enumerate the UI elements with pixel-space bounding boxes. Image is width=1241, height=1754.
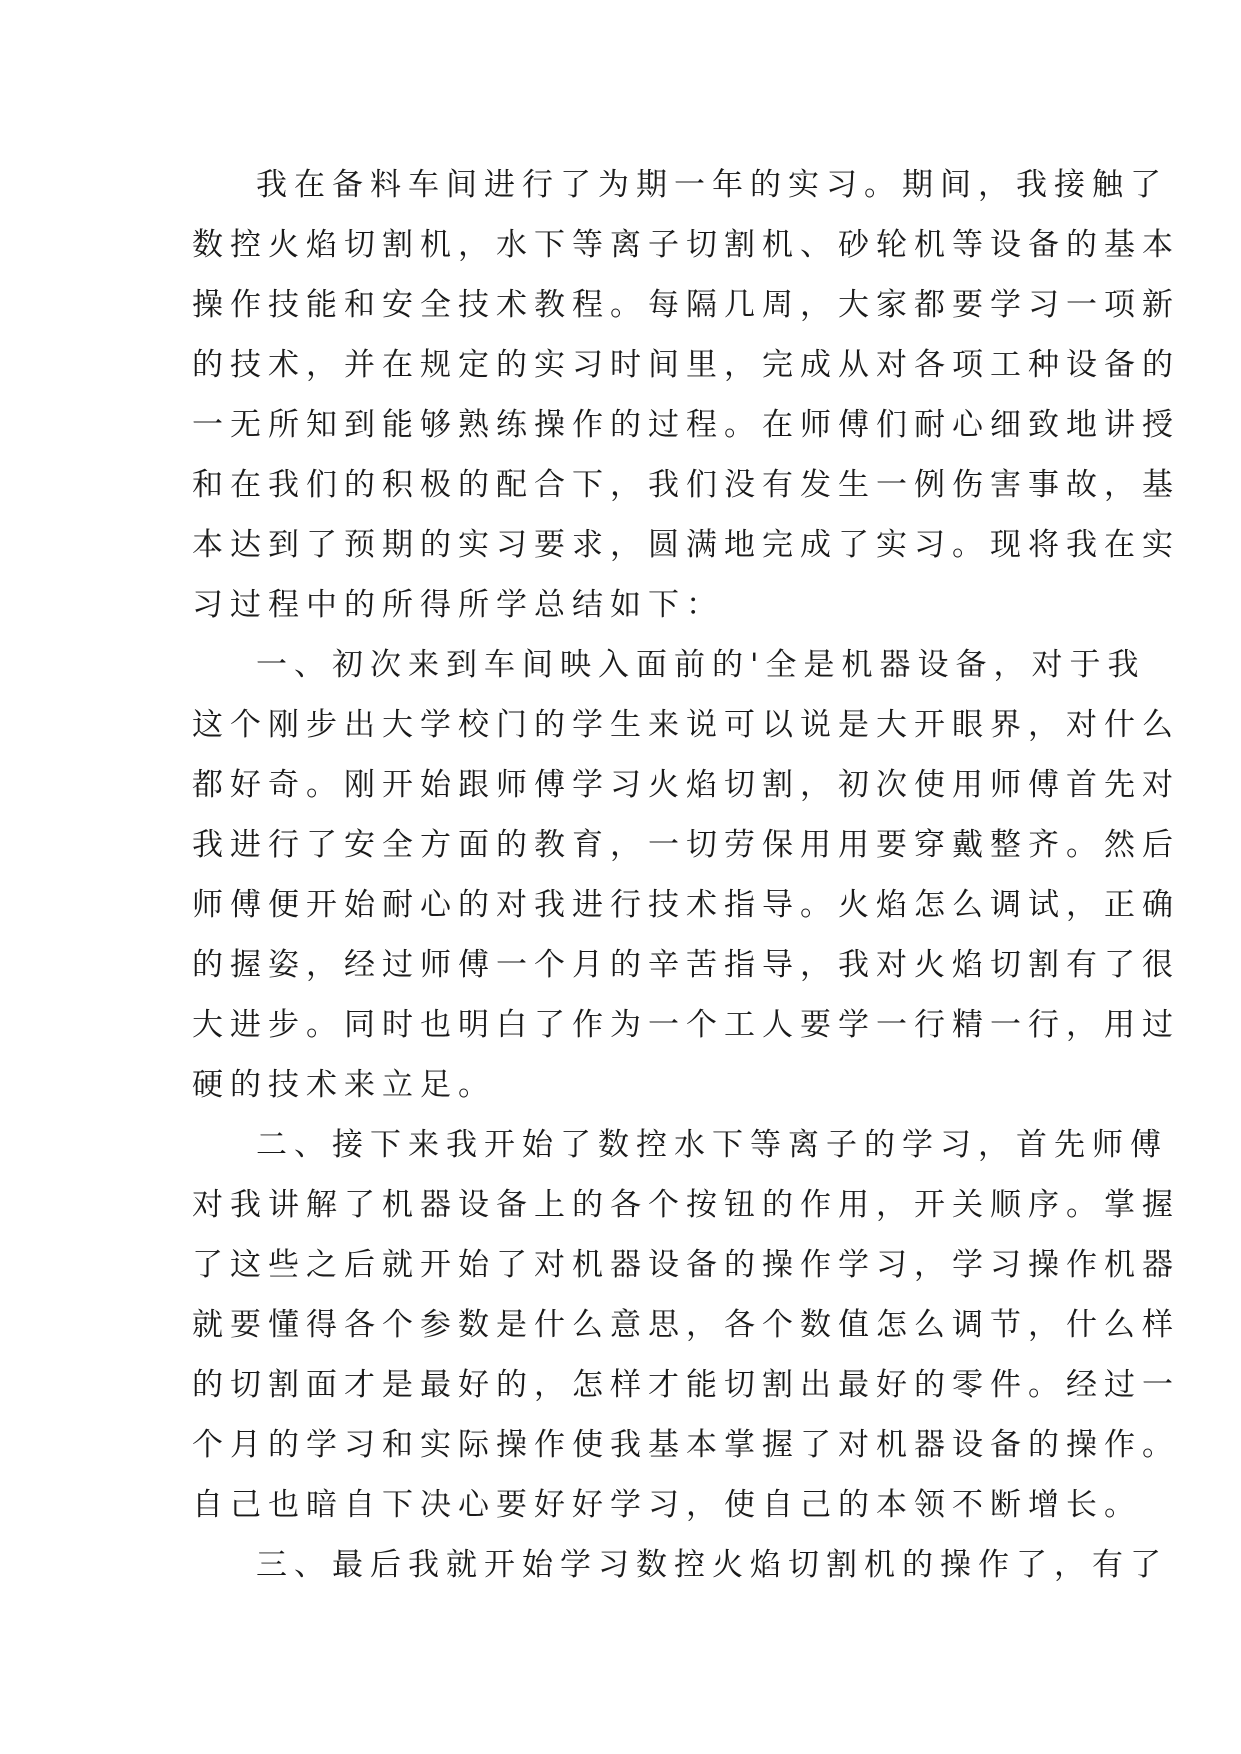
text-line: 习过程中的所得所学总结如下： [192, 587, 724, 623]
text-line: 都好奇。刚开始跟师傅学习火焰切割，初次使用师傅首先对 [192, 767, 1180, 803]
text-line: 个月的学习和实际操作使我基本掌握了对机器设备的操作。 [192, 1427, 1180, 1463]
text-line: 硬的技术来立足。 [192, 1067, 496, 1103]
text-line: 大进步。同时也明白了作为一个工人要学一行精一行，用过 [192, 1007, 1180, 1043]
text-line: 我在备料车间进行了为期一年的实习。期间，我接触了 [256, 167, 1168, 203]
text-line: 的技术，并在规定的实习时间里，完成从对各项工种设备的 [192, 347, 1180, 383]
text-line: 数控火焰切割机，水下等离子切割机、砂轮机等设备的基本 [192, 227, 1180, 263]
text-line: 二、接下来我开始了数控水下等离子的学习，首先师傅 [256, 1127, 1168, 1163]
text-line: 的握姿，经过师傅一个月的辛苦指导，我对火焰切割有了很 [192, 947, 1180, 983]
text-line: 三、最后我就开始学习数控火焰切割机的操作了，有了 [256, 1547, 1168, 1583]
text-line: 就要懂得各个参数是什么意思，各个数值怎么调节，什么样 [192, 1307, 1180, 1343]
text-line: 操作技能和安全技术教程。每隔几周，大家都要学习一项新 [192, 287, 1180, 323]
text-line: 师傅便开始耐心的对我进行技术指导。火焰怎么调试，正确 [192, 887, 1180, 923]
text-line: 一无所知到能够熟练操作的过程。在师傅们耐心细致地讲授 [192, 407, 1180, 443]
document-body [192, 155, 1180, 1595]
text-line: 我进行了安全方面的教育，一切劳保用用要穿戴整齐。然后 [192, 827, 1180, 863]
text-line: 对我讲解了机器设备上的各个按钮的作用，开关顺序。掌握 [192, 1187, 1180, 1223]
text-line: 这个刚步出大学校门的学生来说可以说是大开眼界，对什么 [192, 707, 1180, 743]
text-line: 一、初次来到车间映入面前的'全是机器设备，对于我 [256, 647, 1146, 683]
text-line: 的切割面才是最好的，怎样才能切割出最好的零件。经过一 [192, 1367, 1180, 1403]
text-line: 了这些之后就开始了对机器设备的操作学习，学习操作机器 [192, 1247, 1180, 1283]
text-line: 和在我们的积极的配合下，我们没有发生一例伤害事故，基 [192, 467, 1180, 503]
text-line: 自己也暗自下决心要好好学习，使自己的本领不断增长。 [192, 1487, 1142, 1523]
text-line: 本达到了预期的实习要求，圆满地完成了实习。现将我在实 [192, 527, 1180, 563]
